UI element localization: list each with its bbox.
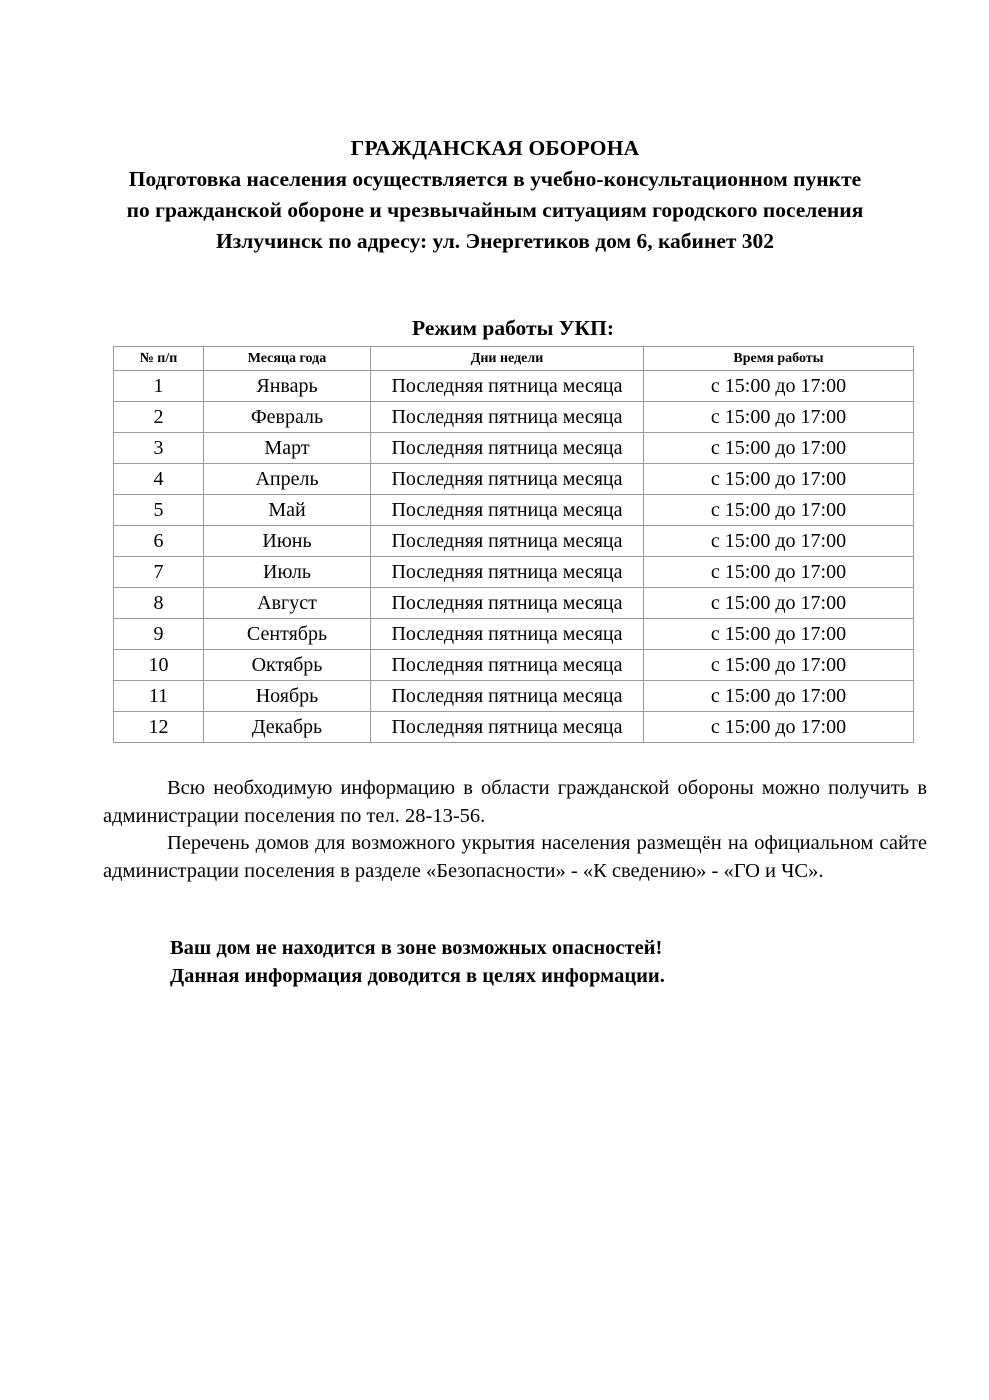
cell-month: Январь xyxy=(204,371,371,402)
cell-time: с 15:00 до 17:00 xyxy=(644,371,914,402)
schedule-table-container xyxy=(113,346,913,743)
cell-days: Последняя пятница месяца xyxy=(371,712,644,743)
column-header-time: Время работы xyxy=(644,347,914,371)
cell-number: 11 xyxy=(114,681,204,712)
paragraph-contact-info: Всю необходимую информацию в области гражданской обороны можно получить в администрации поселения по тел. 28-13-56. xyxy=(103,777,927,827)
table-row xyxy=(114,526,914,557)
cell-month: Апрель xyxy=(204,464,371,495)
cell-days: Последняя пятница месяца xyxy=(371,495,644,526)
cell-number: 10 xyxy=(114,650,204,681)
cell-time: с 15:00 до 17:00 xyxy=(644,464,914,495)
body-text xyxy=(103,775,927,885)
cell-month: Июнь xyxy=(204,526,371,557)
cell-number: 1 xyxy=(114,371,204,402)
cell-number: 9 xyxy=(114,619,204,650)
table-row xyxy=(114,712,914,743)
cell-days: Последняя пятница месяца xyxy=(371,402,644,433)
table-row xyxy=(114,371,914,402)
document-subtitle-line-2: по гражданской обороне и чрезвычайным ситуациям городского поселения xyxy=(126,198,864,222)
notice-block xyxy=(170,935,890,990)
cell-time: с 15:00 до 17:00 xyxy=(644,712,914,743)
cell-time: с 15:00 до 17:00 xyxy=(644,588,914,619)
paragraph-shelter-list: Перечень домов для возможного укрытия населения размещён на официальном сайте администрации поселения в разделе «Безопасности» - «К сведению» - «ГО и ЧС». xyxy=(103,832,927,882)
cell-number: 5 xyxy=(114,495,204,526)
cell-days: Последняя пятница месяца xyxy=(371,681,644,712)
document-heading xyxy=(95,133,895,257)
cell-time: с 15:00 до 17:00 xyxy=(644,681,914,712)
column-header-number: № п/п xyxy=(114,347,204,371)
cell-days: Последняя пятница месяца xyxy=(371,619,644,650)
table-header xyxy=(114,347,914,371)
table-row xyxy=(114,464,914,495)
cell-month: Июль xyxy=(204,557,371,588)
cell-month: Ноябрь xyxy=(204,681,371,712)
notice-line-safety-status: Ваш дом не находится в зоне возможных опасностей! xyxy=(170,937,663,959)
cell-month: Май xyxy=(204,495,371,526)
table-row xyxy=(114,588,914,619)
table-row xyxy=(114,433,914,464)
cell-month: Февраль xyxy=(204,402,371,433)
schedule-table xyxy=(113,346,914,743)
cell-time: с 15:00 до 17:00 xyxy=(644,495,914,526)
cell-month: Декабрь xyxy=(204,712,371,743)
table-header-row xyxy=(114,347,914,371)
cell-days: Последняя пятница месяца xyxy=(371,433,644,464)
cell-time: с 15:00 до 17:00 xyxy=(644,650,914,681)
cell-number: 12 xyxy=(114,712,204,743)
notice-line-purpose: Данная информация доводится в целях информации. xyxy=(170,964,665,987)
table-row xyxy=(114,495,914,526)
cell-days: Последняя пятница месяца xyxy=(371,371,644,402)
cell-time: с 15:00 до 17:00 xyxy=(644,526,914,557)
cell-number: 4 xyxy=(114,464,204,495)
cell-number: 8 xyxy=(114,588,204,619)
page-title: ГРАЖДАНСКАЯ ОБОРОНА xyxy=(350,136,640,160)
cell-number: 6 xyxy=(114,526,204,557)
table-row xyxy=(114,619,914,650)
cell-number: 7 xyxy=(114,557,204,588)
cell-days: Последняя пятница месяца xyxy=(371,526,644,557)
cell-time: с 15:00 до 17:00 xyxy=(644,619,914,650)
document-subtitle-line-1: Подготовка населения осуществляется в учебно-консультационном пункте xyxy=(128,167,862,191)
cell-time: с 15:00 до 17:00 xyxy=(644,557,914,588)
cell-month: Март xyxy=(204,433,371,464)
table-row xyxy=(114,681,914,712)
cell-days: Последняя пятница месяца xyxy=(371,588,644,619)
table-row xyxy=(114,557,914,588)
column-header-days: Дни недели xyxy=(371,347,644,371)
schedule-title: Режим работы УКП: xyxy=(411,316,614,340)
cell-number: 2 xyxy=(114,402,204,433)
table-row xyxy=(114,402,914,433)
document-subtitle-line-3: Излучинск по адресу: ул. Энергетиков дом 6, кабинет 302 xyxy=(215,229,775,253)
cell-month: Август xyxy=(204,588,371,619)
cell-time: с 15:00 до 17:00 xyxy=(644,433,914,464)
cell-days: Последняя пятница месяца xyxy=(371,557,644,588)
cell-number: 3 xyxy=(114,433,204,464)
column-header-month: Месяца года xyxy=(204,347,371,371)
cell-month: Октябрь xyxy=(204,650,371,681)
cell-days: Последняя пятница месяца xyxy=(371,650,644,681)
table-body xyxy=(114,371,914,743)
cell-time: с 15:00 до 17:00 xyxy=(644,402,914,433)
cell-days: Последняя пятница месяца xyxy=(371,464,644,495)
table-row xyxy=(114,650,914,681)
cell-month: Сентябрь xyxy=(204,619,371,650)
